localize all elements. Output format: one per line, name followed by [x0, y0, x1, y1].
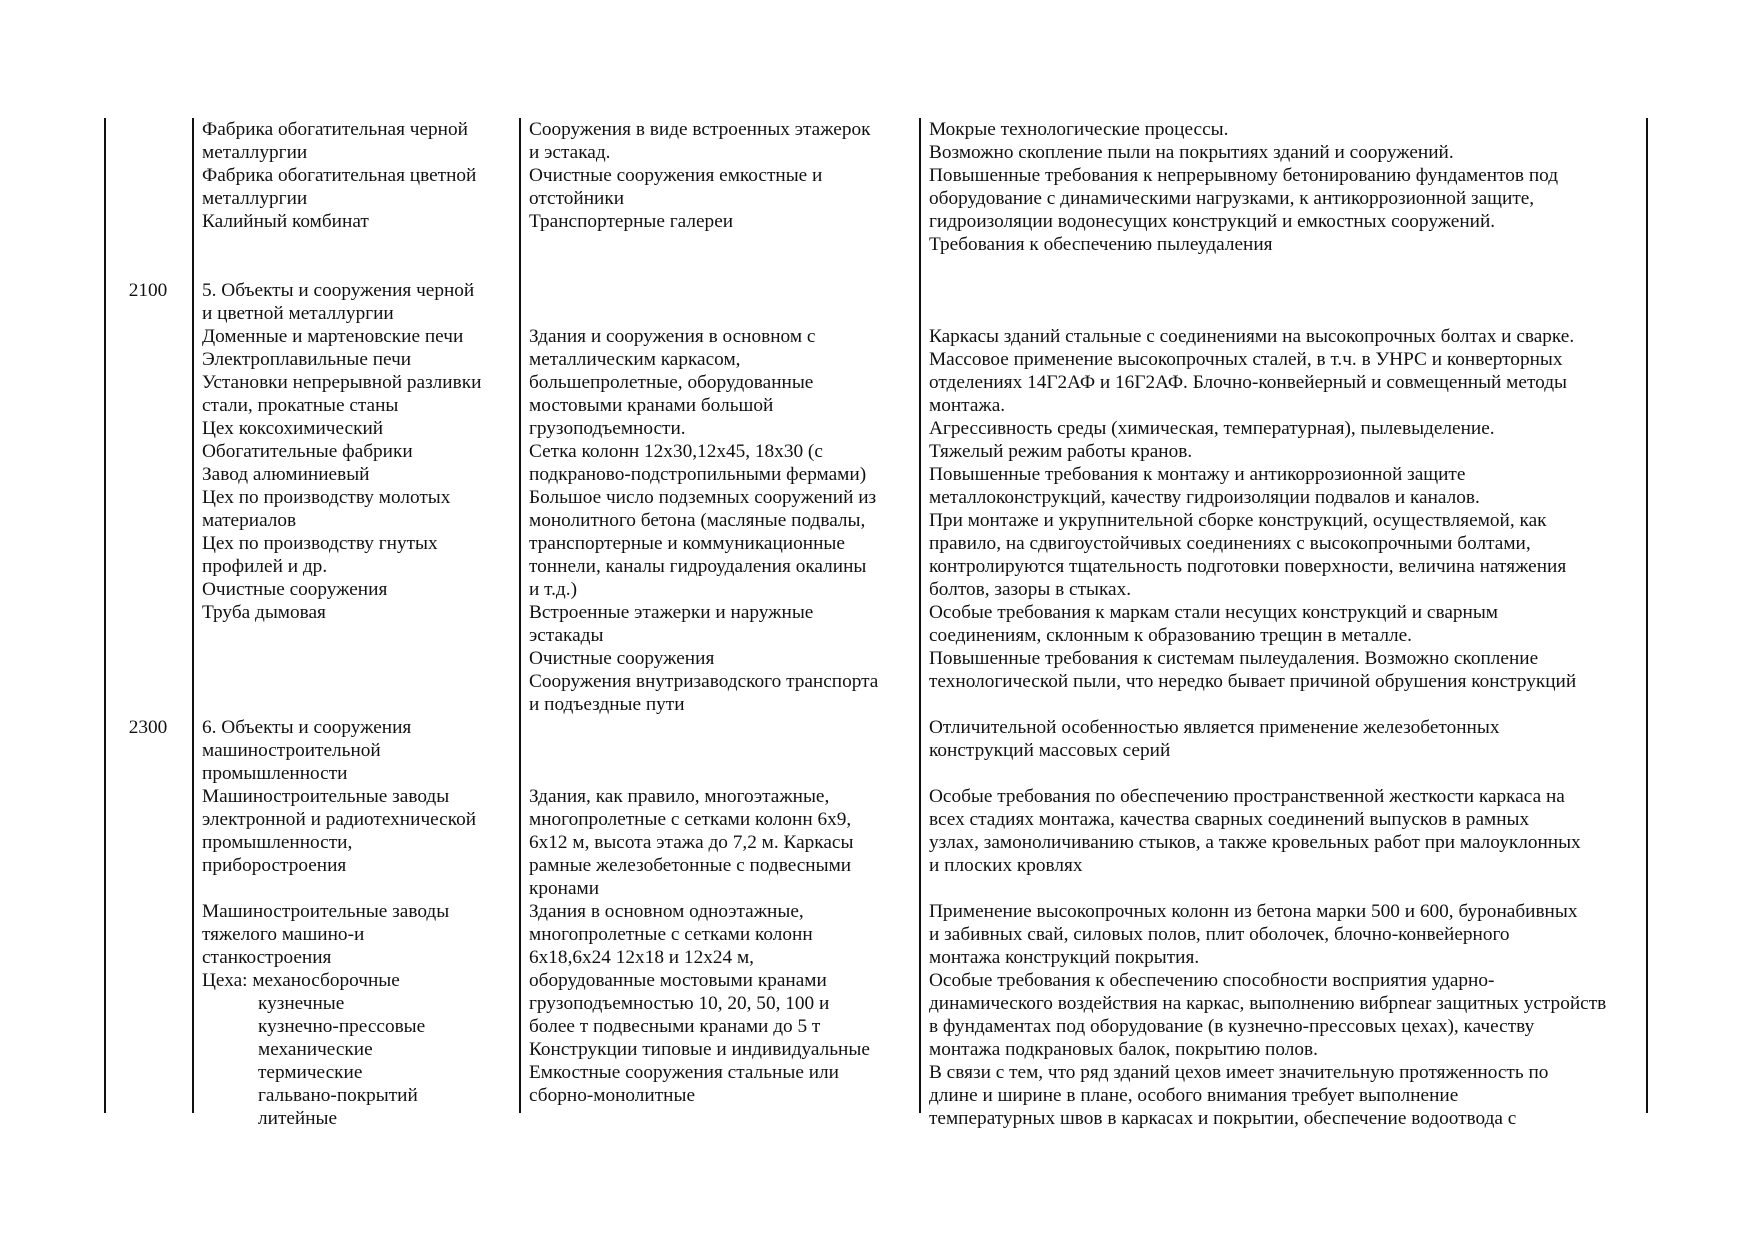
text-line: Особые требования по обеспечению пространственной жесткости каркаса на	[929, 786, 1565, 807]
text-line: транспортерные и коммуникационные	[529, 533, 845, 554]
object-name-cell	[192, 325, 519, 716]
text-line: Требования к обеспечению пылеудаления	[929, 234, 1273, 255]
structural-features-cell	[519, 325, 919, 716]
requirements-cell	[919, 716, 1646, 785]
table-body	[104, 118, 1646, 1130]
text-line: монтажа конструкций покрытия.	[929, 947, 1200, 968]
text-line: Очистные сооружения емкостные и	[529, 165, 823, 186]
object-name-cell	[192, 785, 519, 900]
text-line: Особые требования к маркам стали несущих конструкций и сварным	[929, 602, 1499, 623]
text-line: подкраново-подстропильными фермами)	[529, 464, 867, 485]
text-line: тоннели, каналы гидроудаления окалины	[529, 556, 867, 577]
requirements-cell	[919, 279, 1646, 325]
text-line: Здания и сооружения в основном с	[529, 326, 816, 347]
text-line: Емкостные сооружения стальные или	[529, 1062, 839, 1083]
text-line: промышленности	[202, 763, 348, 784]
text-line: Конструкции типовые и индивидуальные	[529, 1039, 870, 1060]
text-line: монолитного бетона (масляные подвалы,	[529, 510, 866, 531]
row-code-cell	[104, 325, 192, 716]
table-row	[104, 716, 1646, 785]
row-code-cell	[104, 900, 192, 1130]
text-line: динамического воздействия на каркас, выполнению вибрnear защитных устройств	[929, 993, 1607, 1014]
text-line: Большое число подземных сооружений из	[529, 487, 877, 508]
row-code: 2300	[128, 717, 168, 738]
text-line: приборостроения	[202, 855, 347, 876]
table-border-right	[1646, 118, 1648, 1113]
row-code-cell	[104, 785, 192, 900]
text-line: Завод алюминиевый	[202, 464, 370, 485]
text-line: 5. Объекты и сооружения черной	[202, 280, 475, 301]
text-line: стали, прокатные станы	[202, 395, 399, 416]
text-line: профилей и др.	[202, 556, 328, 577]
text-line: Повышенные требования к непрерывному бетонированию фундаментов под	[929, 165, 1559, 186]
text-line: технологической пыли, что нередко бывает причиной обрушения конструкций	[929, 671, 1577, 692]
text-line: Тяжелый режим работы кранов.	[929, 441, 1193, 462]
text-line: металлургии	[202, 188, 308, 209]
text-line: Особые требования к обеспечению способности восприятия ударно-	[929, 970, 1495, 991]
text-line: Машиностроительные заводы	[202, 786, 450, 807]
text-line: Мокрые технологические процессы.	[929, 119, 1229, 140]
text-line: отстойники	[529, 188, 625, 209]
text-line: 6х12 м, высота этажа до 7,2 м. Каркасы	[529, 832, 854, 853]
text-line: большепролетные, оборудованные	[529, 372, 814, 393]
row-code-cell	[104, 118, 192, 256]
text-line: Цех по производству молотых	[202, 487, 451, 508]
table-row	[104, 900, 1646, 1130]
text-line: кузнечно-прессовые	[258, 1016, 426, 1037]
text-line: Очистные сооружения	[202, 579, 388, 600]
text-line: материалов	[202, 510, 297, 531]
table-row	[104, 279, 1646, 325]
text-line: кронами	[529, 878, 600, 899]
text-line: и забивных свай, силовых полов, плит оболочек, блочно-конвейерного	[929, 924, 1510, 945]
table-row	[104, 118, 1646, 256]
text-line: и т.д.)	[529, 579, 577, 600]
text-line: монтажа подкрановых балок, покрытию полов.	[929, 1039, 1318, 1060]
row-spacer	[104, 256, 1646, 279]
text-line: Транспортерные галереи	[529, 211, 734, 232]
requirements-cell	[919, 325, 1646, 716]
text-line: Отличительной особенностью является применение железобетонных	[929, 717, 1500, 738]
text-line: Сооружения внутризаводского транспорта	[529, 671, 879, 692]
text-line: электронной и радиотехнической	[202, 809, 477, 830]
text-line: Электроплавильные печи	[202, 349, 412, 370]
text-line: металлоконструкций, качеству гидроизоляции подвалов и каналов.	[929, 487, 1480, 508]
structural-features-cell	[519, 716, 919, 785]
text-line: Применение высокопрочных колонн из бетона марки 500 и 600, буронабивных	[929, 901, 1578, 922]
text-line: Сооружения в виде встроенных этажерок	[529, 119, 871, 140]
text-line: и эстакад.	[529, 142, 611, 163]
text-line: контролируются тщательность подготовки поверхности, величина натяжения	[929, 556, 1567, 577]
structural-features-cell	[519, 785, 919, 900]
text-line: Встроенные этажерки и наружные	[529, 602, 814, 623]
text-line: и подъездные пути	[529, 694, 685, 715]
structural-features-cell	[519, 118, 919, 256]
text-line: правило, на сдвигоустойчивых соединениях с высокопрочными болтами,	[929, 533, 1531, 554]
classification-table	[104, 118, 1646, 1130]
text-line: Цеха: механосборочные	[202, 970, 400, 991]
text-line: Возможно скопление пыли на покрытиях зданий и сооружений.	[929, 142, 1454, 163]
text-line: гальвано-покрытий	[258, 1085, 418, 1106]
text-line: металлическим каркасом,	[529, 349, 741, 370]
table-row	[104, 785, 1646, 900]
text-line: станкостроения	[202, 947, 332, 968]
row-code-cell	[104, 279, 192, 325]
text-line: болтов, зазоры в стыках.	[929, 579, 1132, 600]
text-line: литейные	[258, 1108, 338, 1129]
text-line: Массовое применение высокопрочных сталей, в т.ч. в УНРС и конверторных	[929, 349, 1563, 370]
text-line: Цех коксохимический	[202, 418, 384, 439]
requirements-cell	[919, 785, 1646, 900]
text-line: Доменные и мартеновские печи	[202, 326, 464, 347]
text-line: Сетка колонн 12х30,12х45, 18х30 (с	[529, 441, 823, 462]
text-line: конструкций массовых серий	[929, 740, 1171, 761]
text-line: всех стадиях монтажа, качества сварных соединений выпусков в рамных	[929, 809, 1530, 830]
text-line: тяжелого машино-и	[202, 924, 365, 945]
text-line: многопролетные с сетками колонн 6х9,	[529, 809, 852, 830]
text-line: и плоских кровлях	[929, 855, 1083, 876]
text-line: Очистные сооружения	[529, 648, 715, 669]
object-name-cell	[192, 279, 519, 325]
text-line: Повышенные требования к системам пылеудаления. Возможно скопление	[929, 648, 1539, 669]
text-line: механические	[258, 1039, 373, 1060]
text-line: Фабрика обогатительная черной	[202, 119, 468, 140]
text-line: Здания в основном одноэтажные,	[529, 901, 804, 922]
text-line: оборудование с динамическими нагрузками, к антикоррозионной защите,	[929, 188, 1535, 209]
text-line: Фабрика обогатительная цветной	[202, 165, 477, 186]
text-line: эстакады	[529, 625, 604, 646]
text-line: металлургии	[202, 142, 308, 163]
text-line: машиностроительной	[202, 740, 381, 761]
text-line: гидроизоляции водонесущих конструкций и емкостных сооружений.	[929, 211, 1496, 232]
text-line: 6. Объекты и сооружения	[202, 717, 412, 738]
text-line: термические	[258, 1062, 363, 1083]
text-line: грузоподъемности.	[529, 418, 686, 439]
text-line: мостовыми кранами большой	[529, 395, 774, 416]
text-line: кузнечные	[258, 993, 345, 1014]
text-line: более т подвесными кранами до 5 т	[529, 1016, 821, 1037]
structural-features-cell	[519, 279, 919, 325]
text-line: Калийный комбинат	[202, 211, 369, 232]
text-line: промышленности,	[202, 832, 353, 853]
text-line: температурных швов в каркасах и покрытии, обеспечение водоотвода с	[929, 1108, 1517, 1129]
text-line: Агрессивность среды (химическая, температурная), пылевыделение.	[929, 418, 1495, 439]
row-code: 2100	[128, 280, 168, 301]
text-line: в фундаментах под оборудование (в кузнечно-прессовых цехах), качеству	[929, 1016, 1535, 1037]
text-line: отделениях 14Г2АФ и 16Г2АФ. Блочно-конвейерный и совмещенный методы	[929, 372, 1567, 393]
text-line: Машиностроительные заводы	[202, 901, 450, 922]
text-line: Обогатительные фабрики	[202, 441, 413, 462]
text-line: узлах, замоноличиванию стыков, а также кровельных работ при малоуклонных	[929, 832, 1581, 853]
requirements-cell	[919, 900, 1646, 1130]
text-line: оборудованные мостовыми кранами	[529, 970, 827, 991]
text-line: сборно-монолитные	[529, 1085, 696, 1106]
text-line: многопролетные с сетками колонн	[529, 924, 813, 945]
text-line: 6х18,6х24 12х18 и 12х24 м,	[529, 947, 754, 968]
text-line: рамные железобетонные с подвесными	[529, 855, 852, 876]
text-line: грузоподъемностью 10, 20, 50, 100 и	[529, 993, 830, 1014]
text-line: Здания, как правило, многоэтажные,	[529, 786, 830, 807]
text-line: Повышенные требования к монтажу и антикоррозионной защите	[929, 464, 1466, 485]
text-line: Установки непрерывной разливки	[202, 372, 482, 393]
object-name-cell	[192, 900, 519, 1130]
text-line: длине и ширине в плане, особого внимания требует выполнение	[929, 1085, 1459, 1106]
requirements-cell	[919, 118, 1646, 256]
text-line: соединениям, склонным к образованию трещин в металле.	[929, 625, 1413, 646]
text-line: Труба дымовая	[202, 602, 326, 623]
object-name-cell	[192, 118, 519, 256]
structural-features-cell	[519, 900, 919, 1130]
text-line: монтажа.	[929, 395, 1006, 416]
object-name-cell	[192, 716, 519, 785]
text-line: Цех по производству гнутых	[202, 533, 438, 554]
table-row	[104, 325, 1646, 716]
row-code-cell	[104, 716, 192, 785]
text-line: Каркасы зданий стальные с соединениями на высокопрочных болтах и сварке.	[929, 326, 1575, 347]
text-line: При монтаже и укрупнительной сборке конструкций, осуществляемой, как	[929, 510, 1547, 531]
text-line: В связи с тем, что ряд зданий цехов имеет значительную протяженность по	[929, 1062, 1549, 1083]
text-line: и цветной металлургии	[202, 303, 394, 324]
